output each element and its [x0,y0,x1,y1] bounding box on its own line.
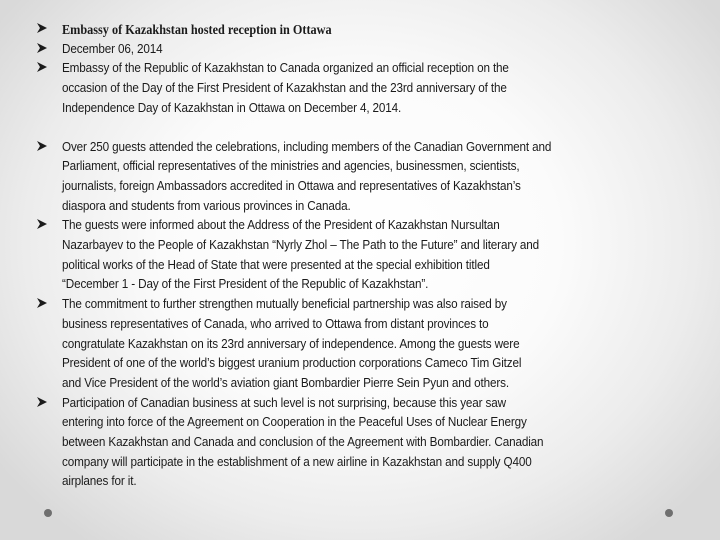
paragraph-item [36,138,686,217]
arrow-bullet-icon [36,218,48,230]
decorative-dot-right [665,509,673,517]
paragraph-line: political works of the Head of State that were presented at the special exhibition titled [62,257,490,272]
decorative-dot-left [44,509,52,517]
headline: Embassy of Kazakhstan hosted reception in Ottawa [62,22,332,37]
paragraph-item [36,394,686,493]
paragraph-line: between Kazakhstan and Canada and conclusion of the Agreement with Bombardier. Canadian [62,435,544,450]
bullet-list [36,20,686,492]
paragraph-line: Parliament, official representatives of the ministries and agencies, businessmen, scientists, [62,159,520,174]
arrow-bullet-icon [36,140,48,152]
arrow-bullet-icon [36,42,48,54]
paragraph-line: The guests were informed about the Address of the President of Kazakhstan Nursultan [62,218,500,233]
paragraph-line: Over 250 guests attended the celebrations, including members of the Canadian Government and [62,139,552,154]
date-text: December 06, 2014 [62,41,163,56]
paragraph-line: business representatives of Canada, who arrived to Ottawa from distant provinces to [62,316,489,331]
paragraph-line: congratulate Kazakhstan on its 23rd anniversary of independence. Among the guests were [62,336,520,351]
paragraph-line: “December 1 - Day of the First President of the Republic of Kazakhstan”. [62,277,429,292]
paragraph-line: entering into force of the Agreement on Cooperation in the Peaceful Uses of Nuclear Energy [62,415,527,430]
paragraph-line: and Vice President of the world’s aviation giant Bombardier Pierre Sein Pyun and others. [62,375,509,390]
paragraph-item [36,216,686,295]
paragraph-item [36,59,686,118]
paragraph-line: Embassy of the Republic of Kazakhstan to Canada organized an official reception on the [62,61,509,76]
arrow-bullet-icon [36,61,48,73]
paragraph-line: Participation of Canadian business at such level is not surprising, because this year saw [62,395,506,410]
paragraph-line: Nazarbayev to the People of Kazakhstan “Nyrly Zhol – The Path to the Future” and literary and [62,238,540,253]
paragraph-line: company will participate in the establishment of a new airline in Kazakhstan and supply Q400 [62,454,532,469]
paragraph-line: The commitment to further strengthen mutually beneficial partnership was also raised by [62,297,507,312]
paragraph-item [36,295,686,394]
paragraph-line: Independence Day of Kazakhstan in Ottawa on December 4, 2014. [62,100,402,115]
headline-item [36,20,686,40]
paragraph-line: occasion of the Day of the First President of Kazakhstan and the 23rd anniversary of the [62,81,507,96]
paragraph-line: diaspora and students from various provinces in Canada. [62,198,351,213]
date-item [36,40,686,60]
arrow-bullet-icon [36,297,48,309]
paragraph-line: journalists, foreign Ambassadors accredited in Ottawa and representatives of Kazakhstan’s [62,178,521,193]
arrow-bullet-icon [36,22,48,34]
paragraph-line: President of one of the world’s biggest uranium production corporations Cameco Tim Gitzel [62,356,522,371]
arrow-bullet-icon [36,396,48,408]
paragraph-line: airplanes for it. [62,474,137,489]
